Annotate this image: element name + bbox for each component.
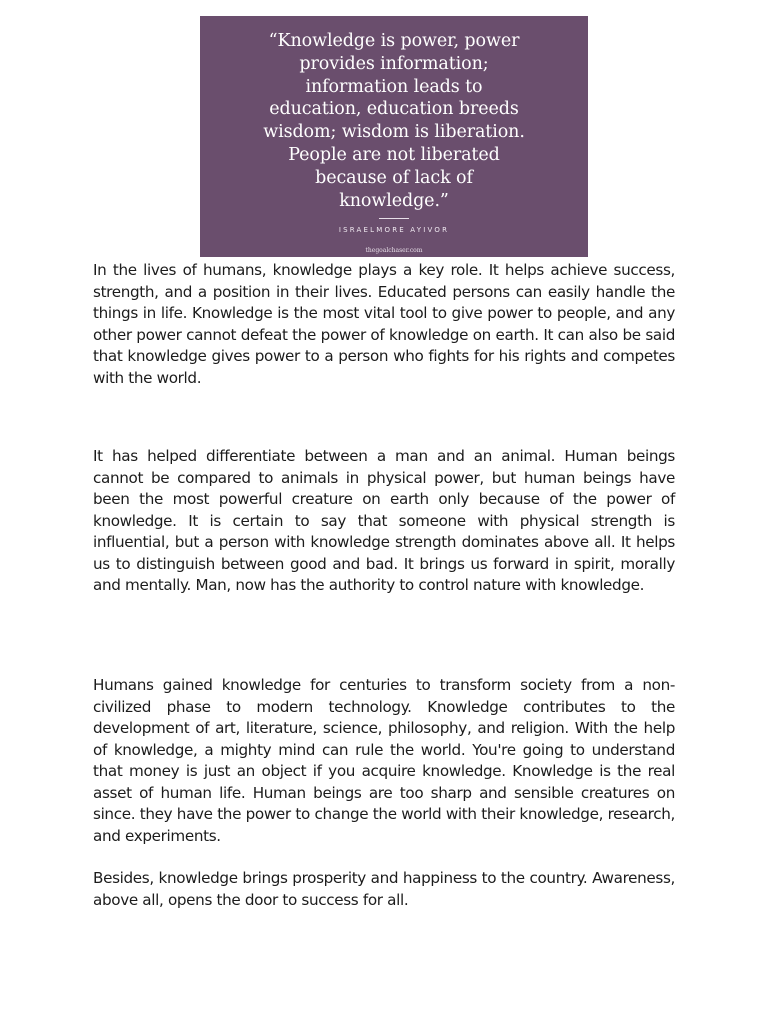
quote-source-site: thegoalchaser.com	[365, 247, 423, 255]
quote-divider	[379, 218, 409, 219]
paragraph-2: It has helped differentiate between a man and an animal. Human beings cannot be compared to animals in physical power, but human beings have been the most powerful creature on earth only because of the power of knowledge. It is certain to say that someone with physical strength is influential, but a person with knowledge strength dominates above all. It helps us to distinguish between good and bad. It brings us forward in spirit, morally and mentally. Man, now has the authority to control nature with knowledge.	[93, 447, 675, 594]
paragraph-1: In the lives of humans, knowledge plays a key role. It helps achieve success, strength, and a position in their lives. Educated persons can easily handle the things in life. Knowledge is the most vital tool to give power to people, and any other power cannot defeat the power of knowledge on earth. It can also be said that knowledge gives power to a person who fights for his rights and competes with the world.	[93, 261, 675, 387]
paragraph-4: Besides, knowledge brings prosperity and happiness to the country. Awareness, above all, opens the door to success for all.	[93, 869, 675, 909]
paragraph-3: Humans gained knowledge for centuries to transform society from a non-civilized phase to modern technology. Knowledge contributes to the development of art, literature, science, philosophy, and religion. With the help of knowledge, a mighty mind can rule the world. You're going to understand that money is just an object if you acquire knowledge. Knowledge is the real asset of human life. Human beings are too sharp and sensible creatures on since. they have the power to change the world with their knowledge, research, and experiments.	[93, 676, 675, 845]
quote-image	[200, 16, 588, 257]
quote-text: “Knowledge is power, power provides information; information leads to education, education breeds wisdom; wisdom is liberation. People are not liberated because of lack of knowledge.”	[263, 31, 525, 211]
quote-author: ISRAELMORE AYIVOR	[338, 226, 450, 235]
